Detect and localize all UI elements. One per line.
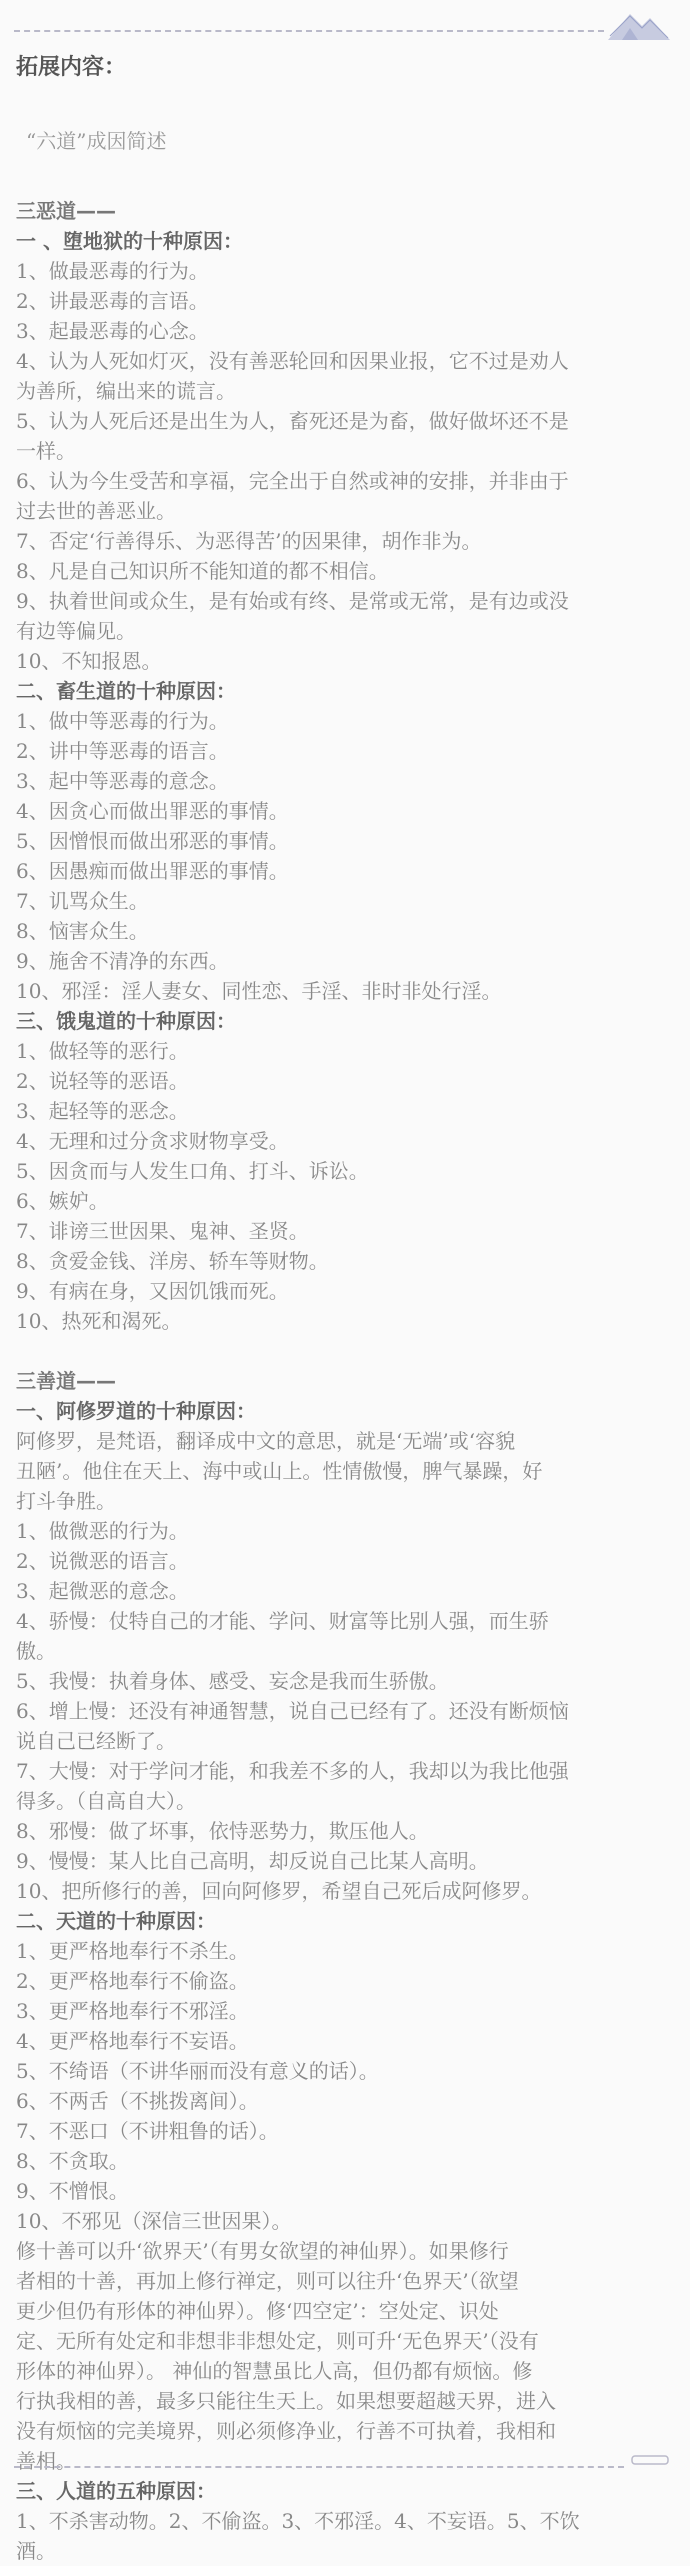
text-line: 10、不邪见（深信三世因果）。 bbox=[16, 2209, 292, 2233]
text-line: 1、更严格地奉行不杀生。 bbox=[16, 1939, 249, 1963]
group-subtitle: 一、阿修罗道的十种原因： bbox=[16, 1399, 256, 1423]
text-line: 1、做中等恶毒的行为。 bbox=[16, 709, 229, 733]
bottom-dashed-divider bbox=[14, 2466, 624, 2468]
text-line: 9、施舍不清净的东西。 bbox=[16, 949, 229, 973]
text-line: 8、凡是自己知识所不能知道的都不相信。 bbox=[16, 559, 389, 583]
text-line: 10、热死和渴死。 bbox=[16, 1309, 182, 1333]
text-line: 打斗争胜。 bbox=[16, 1489, 116, 1513]
text-line: 3、起最恶毒的心念。 bbox=[16, 319, 209, 343]
text-line: 为善所，编出来的谎言。 bbox=[16, 379, 236, 403]
text-line: 2、说微恶的语言。 bbox=[16, 1549, 189, 1573]
text-line: 一样。 bbox=[16, 439, 76, 463]
text-line: 6、增上慢：还没有神通智慧，说自己已经有了。还没有断烦恼 bbox=[16, 1699, 569, 1723]
text-line: 有边等偏见。 bbox=[16, 619, 136, 643]
text-line: 5、不绮语（不讲华丽而没有意义的话）。 bbox=[16, 2059, 379, 2083]
text-line: 7、否定‘行善得乐、为恶得苦’的因果律，胡作非为。 bbox=[16, 529, 482, 553]
section-title: 三恶道—— bbox=[16, 199, 116, 223]
text-line: 8、不贪取。 bbox=[16, 2149, 129, 2173]
group-subtitle: 一 、堕地狱的十种原因： bbox=[16, 229, 243, 253]
text-line: 3、起中等恶毒的意念。 bbox=[16, 769, 229, 793]
intro-text: “六道”成因简述 bbox=[26, 129, 167, 153]
text-line: 1、做最恶毒的行为。 bbox=[16, 259, 209, 283]
group-subtitle: 二、畜生道的十种原因： bbox=[16, 679, 236, 703]
text-line: 7、诽谤三世因果、鬼神、圣贤。 bbox=[16, 1219, 309, 1243]
text-line: 说自己已经断了。 bbox=[16, 1729, 176, 1753]
text-line: 8、邪慢：做了坏事，依恃恶势力，欺压他人。 bbox=[16, 1819, 429, 1843]
text-line: 定、无所有处定和非想非非想处定，则可升‘无色界天’（没有 bbox=[16, 2329, 539, 2353]
text-line: 9、慢慢：某人比自己高明，却反说自己比某人高明。 bbox=[16, 1849, 489, 1873]
article-content bbox=[16, 40, 676, 2566]
text-line: 3、起轻等的恶念。 bbox=[16, 1099, 189, 1123]
text-line: 2、说轻等的恶语。 bbox=[16, 1069, 189, 1093]
page-title: 拓展内容： bbox=[16, 55, 127, 80]
text-line: 9、不憎恨。 bbox=[16, 2179, 129, 2203]
text-line: 1、做轻等的恶行。 bbox=[16, 1039, 189, 1063]
text-line: 5、我慢：执着身体、感受、妄念是我而生骄傲。 bbox=[16, 1669, 449, 1693]
text-line: 5、认为人死后还是出生为人，畜死还是为畜，做好做坏还不是 bbox=[16, 409, 569, 433]
text-line: 4、因贪心而做出罪恶的事情。 bbox=[16, 799, 289, 823]
group-subtitle: 二、天道的十种原因： bbox=[16, 1909, 216, 1933]
text-line: 10、把所修行的善，回向阿修罗，希望自己死后成阿修罗。 bbox=[16, 1879, 542, 1903]
text-line: 形体的神仙界）。 神仙的智慧虽比人高，但仍都有烦恼。修 bbox=[16, 2359, 533, 2383]
text-line: 得多。（自高自大）。 bbox=[16, 1789, 196, 1813]
text-line: 6、认为今生受苦和享福，完全出于自然或神的安排，并非由于 bbox=[16, 469, 569, 493]
text-line: 更少但仍有形体的神仙界）。修‘四空定’：空处定、识处 bbox=[16, 2299, 499, 2323]
text-line: 行执我相的善，最多只能往生天上。如果想要超越天界，进入 bbox=[16, 2389, 556, 2413]
text-line: 8、贪爱金钱、洋房、轿车等财物。 bbox=[16, 1249, 329, 1273]
text-line: 4、更严格地奉行不妄语。 bbox=[16, 2029, 249, 2053]
group-subtitle: 三、人道的五种原因： bbox=[16, 2479, 216, 2503]
text-line: 2、更严格地奉行不偷盗。 bbox=[16, 1969, 249, 1993]
text-line: 6、不两舌（不挑拨离间）。 bbox=[16, 2089, 259, 2113]
top-dashed-divider bbox=[14, 30, 604, 32]
text-line: 7、不恶口（不讲粗鲁的话）。 bbox=[16, 2119, 279, 2143]
sections-container bbox=[16, 196, 676, 2566]
text-line: 6、因愚痴而做出罪恶的事情。 bbox=[16, 859, 289, 883]
section-title: 三善道—— bbox=[16, 1369, 116, 1393]
text-line: 7、大慢：对于学问才能，和我差不多的人，我却以为我比他强 bbox=[16, 1759, 569, 1783]
corner-decoration-icon bbox=[630, 2450, 670, 2470]
text-line: 4、无理和过分贪求财物享受。 bbox=[16, 1129, 289, 1153]
text-line: 5、因憎恨而做出邪恶的事情。 bbox=[16, 829, 289, 853]
text-line: 10、不知报恩。 bbox=[16, 649, 162, 673]
text-line: 阿修罗，是梵语，翻译成中文的意思，就是‘无端’或‘容貌 bbox=[16, 1429, 516, 1453]
text-line: 8、恼害众生。 bbox=[16, 919, 149, 943]
text-line: 4、认为人死如灯灭，没有善恶轮回和因果业报，它不过是劝人 bbox=[16, 349, 569, 373]
text-line: 1、不杀害动物。2、不偷盗。3、不邪淫。4、不妄语。5、不饮 bbox=[16, 2509, 580, 2533]
text-line: 9、执着世间或众生，是有始或有终、是常或无常，是有边或没 bbox=[16, 589, 569, 613]
text-line: 者相的十善，再加上修行禅定，则可以往升‘色界天’（欲望 bbox=[16, 2269, 519, 2293]
text-line: 1、做微恶的行为。 bbox=[16, 1519, 189, 1543]
text-line: 9、有病在身，又因饥饿而死。 bbox=[16, 1279, 289, 1303]
text-line: 丑陋’。他住在天上、海中或山上。性情傲慢，脾气暴躁，好 bbox=[16, 1459, 543, 1483]
text-line: 7、讥骂众生。 bbox=[16, 889, 149, 913]
text-line: 10、邪淫：淫人妻女、同性恋、手淫、非时非处行淫。 bbox=[16, 979, 502, 1003]
text-line: 修十善可以升‘欲界天’（有男女欲望的神仙界）。如果修行 bbox=[16, 2239, 509, 2263]
text-line: 3、更严格地奉行不邪淫。 bbox=[16, 1999, 249, 2023]
text-line: 6、嫉妒。 bbox=[16, 1189, 109, 1213]
group-subtitle: 三、饿鬼道的十种原因： bbox=[16, 1009, 236, 1033]
text-line: 3、起微恶的意念。 bbox=[16, 1579, 189, 1603]
text-line: 没有烦恼的完美境界，则必须修净业，行善不可执着，我相和 bbox=[16, 2419, 556, 2443]
text-line: 傲。 bbox=[16, 1639, 56, 1663]
mountain-decoration-icon bbox=[608, 6, 670, 40]
text-line: 善相。 bbox=[16, 2449, 76, 2473]
text-line: 5、因贪而与人发生口角、打斗、诉讼。 bbox=[16, 1159, 369, 1183]
text-line: 4、骄慢：仗特自己的才能、学问、财富等比别人强，而生骄 bbox=[16, 1609, 549, 1633]
text-line: 酒。 bbox=[16, 2539, 56, 2563]
text-line: 2、讲最恶毒的言语。 bbox=[16, 289, 209, 313]
text-line: 2、讲中等恶毒的语言。 bbox=[16, 739, 229, 763]
text-line: 过去世的善恶业。 bbox=[16, 499, 176, 523]
